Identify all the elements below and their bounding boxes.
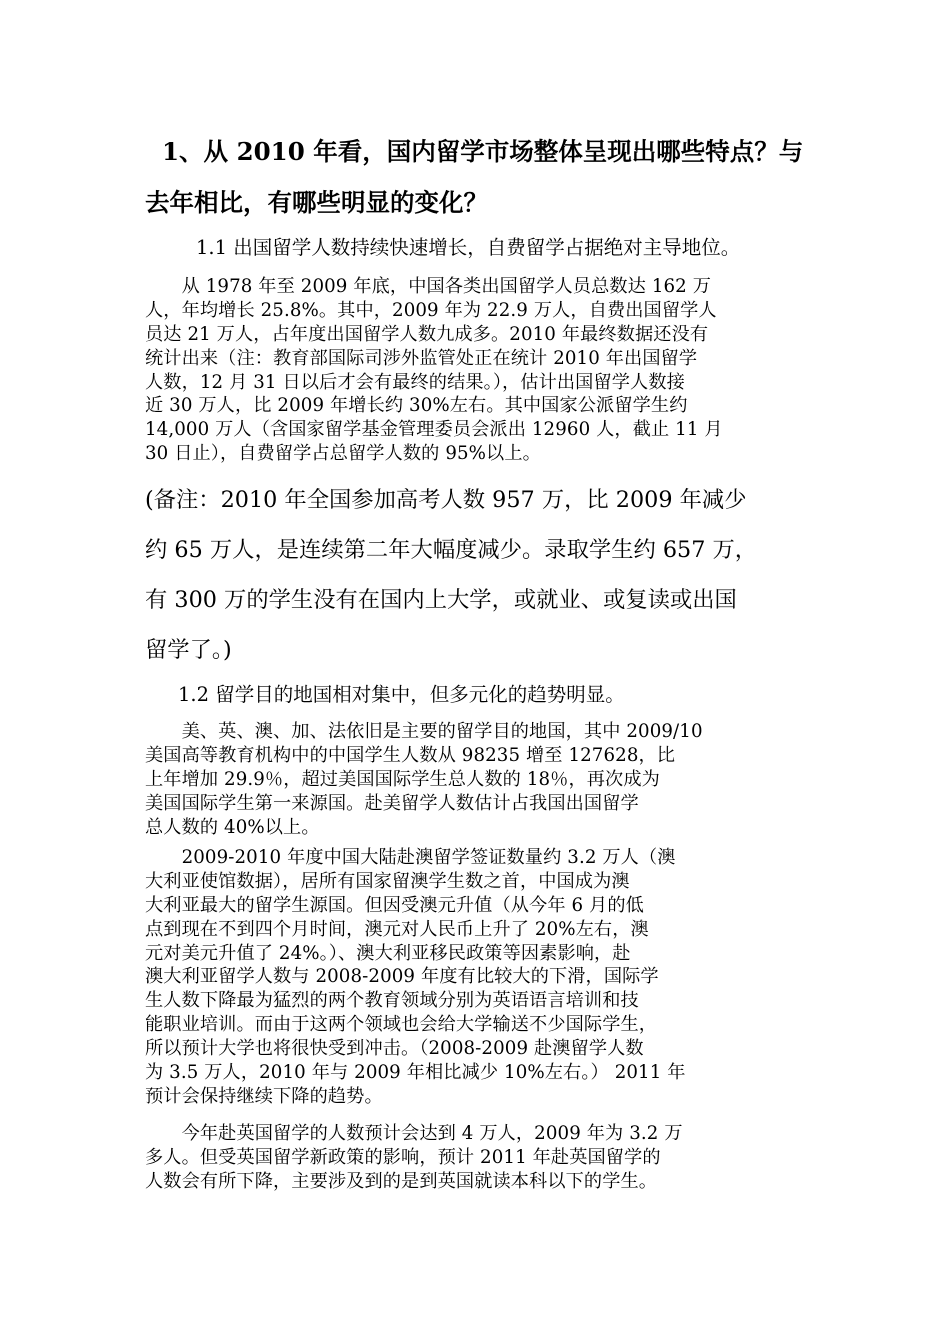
paragraph-line: 近 30 万人，比 2009 年增长约 30%左右。其中国家公派留学生约 bbox=[145, 395, 688, 417]
australia-paragraph bbox=[145, 846, 825, 1109]
paragraph-line: 2009-2010 年度中国大陆赴澳留学签证数量约 3.2 万人（澳 bbox=[145, 847, 676, 868]
paragraph-line: 美国国际学生第一来源国。赴美留学人数估计占我国出国留学 bbox=[145, 792, 639, 814]
section-1-1-paragraph bbox=[145, 275, 825, 466]
usa-paragraph bbox=[145, 720, 825, 839]
paragraph-line: 今年赴英国留学的人数预计会达到 4 万人，2009 年为 3.2 万 bbox=[145, 1123, 683, 1144]
paragraph-line: 多人。但受英国留学新政策的影响，预计 2011 年赴英国留学的 bbox=[145, 1146, 661, 1168]
paragraph-line: 预计会保持继续下降的趋势。 bbox=[145, 1085, 383, 1107]
paragraph-line: 14,000 万人（含国家留学基金管理委员会派出 12960 人，截止 11 月 bbox=[145, 419, 723, 441]
paragraph-line: 能职业培训。而由于这两个领域也会给大学输送不少国际学生， bbox=[145, 1014, 658, 1036]
paragraph-line: 员达 21 万人，占年度出国留学人数九成多。2010 年最终数据还没有 bbox=[145, 323, 709, 345]
note-line: 有 300 万的学生没有在国内上大学，或就业、或复读或出国 bbox=[145, 587, 737, 613]
paragraph-line: 统计出来（注：教育部国际司涉外监管处正在统计 2010 年出国留学 bbox=[145, 347, 698, 369]
paragraph-line: 生人数下降最为猛烈的两个教育领域分别为英语语言培训和技 bbox=[145, 990, 639, 1012]
paragraph-line: 澳大利亚留学人数与 2008-2009 年度有比较大的下滑，国际学 bbox=[145, 966, 659, 988]
question-heading-line-1: 1、从 2010 年看，国内留学市场整体呈现出哪些特点？与 bbox=[162, 137, 804, 166]
gaokao-note bbox=[145, 475, 825, 675]
paragraph-line: 美国高等教育机构中的中国学生人数从 98235 增至 127628，比 bbox=[145, 744, 676, 766]
paragraph-line: 从 1978 年至 2009 年底，中国各类出国留学人员总数达 162 万 bbox=[145, 276, 711, 297]
paragraph-line: 大利亚最大的留学生源国。但因受澳元升值（从今年 6 月的低 bbox=[145, 894, 644, 916]
note-line: 留学了。) bbox=[145, 637, 232, 663]
uk-paragraph bbox=[145, 1122, 825, 1194]
paragraph-line: 人，年均增长 25.8%。其中，2009 年为 22.9 万人，自费出国留学人 bbox=[145, 299, 717, 321]
note-line: 约 65 万人，是连续第二年大幅度减少。录取学生约 657 万， bbox=[145, 537, 758, 563]
paragraph-line: 人数，12 月 31 日以后才会有最终的结果。），估计出国留学人数接 bbox=[145, 371, 685, 393]
paragraph-line: 元对美元升值了 24%。）、澳大利亚移民政策等因素影响，赴 bbox=[145, 942, 631, 964]
paragraph-line: 30 日止），自费留学占总留学人数的 95%以上。 bbox=[145, 443, 541, 465]
paragraph-line: 为 3.5 万人，2010 年与 2009 年相比减少 10%左右。） 2011 年 bbox=[145, 1062, 686, 1084]
paragraph-line: 人数会有所下降，主要涉及到的是到英国就读本科以下的学生。 bbox=[145, 1170, 658, 1192]
paragraph-line: 总人数的 40%以上。 bbox=[145, 816, 320, 838]
paragraph-line: 大利亚使馆数据），居所有国家留澳学生数之首，中国成为澳 bbox=[145, 870, 630, 892]
paragraph-line: 上年增加 29.9％，超过美国国际学生总人数的 18％，再次成为 bbox=[145, 768, 660, 790]
paragraph-line: 美、英、澳、加、法依旧是主要的留学目的地国，其中 2009/10 bbox=[145, 721, 703, 742]
question-heading-line-2: 去年相比，有哪些明显的变化？ bbox=[145, 188, 488, 217]
paragraph-line: 点到现在不到四个月时间，澳元对人民币上升了 20%左右，澳 bbox=[145, 918, 649, 940]
section-1-1-title: 1.1 出国留学人数持续快速增长，自费留学占据绝对主导地位。 bbox=[196, 236, 741, 259]
note-line: (备注：2010 年全国参加高考人数 957 万，比 2009 年减少 bbox=[145, 487, 747, 513]
section-1-2-title: 1.2 留学目的地国相对集中，但多元化的趋势明显。 bbox=[178, 683, 625, 706]
paragraph-line: 所以预计大学也将很快受到冲击。（2008-2009 赴澳留学人数 bbox=[145, 1038, 644, 1060]
